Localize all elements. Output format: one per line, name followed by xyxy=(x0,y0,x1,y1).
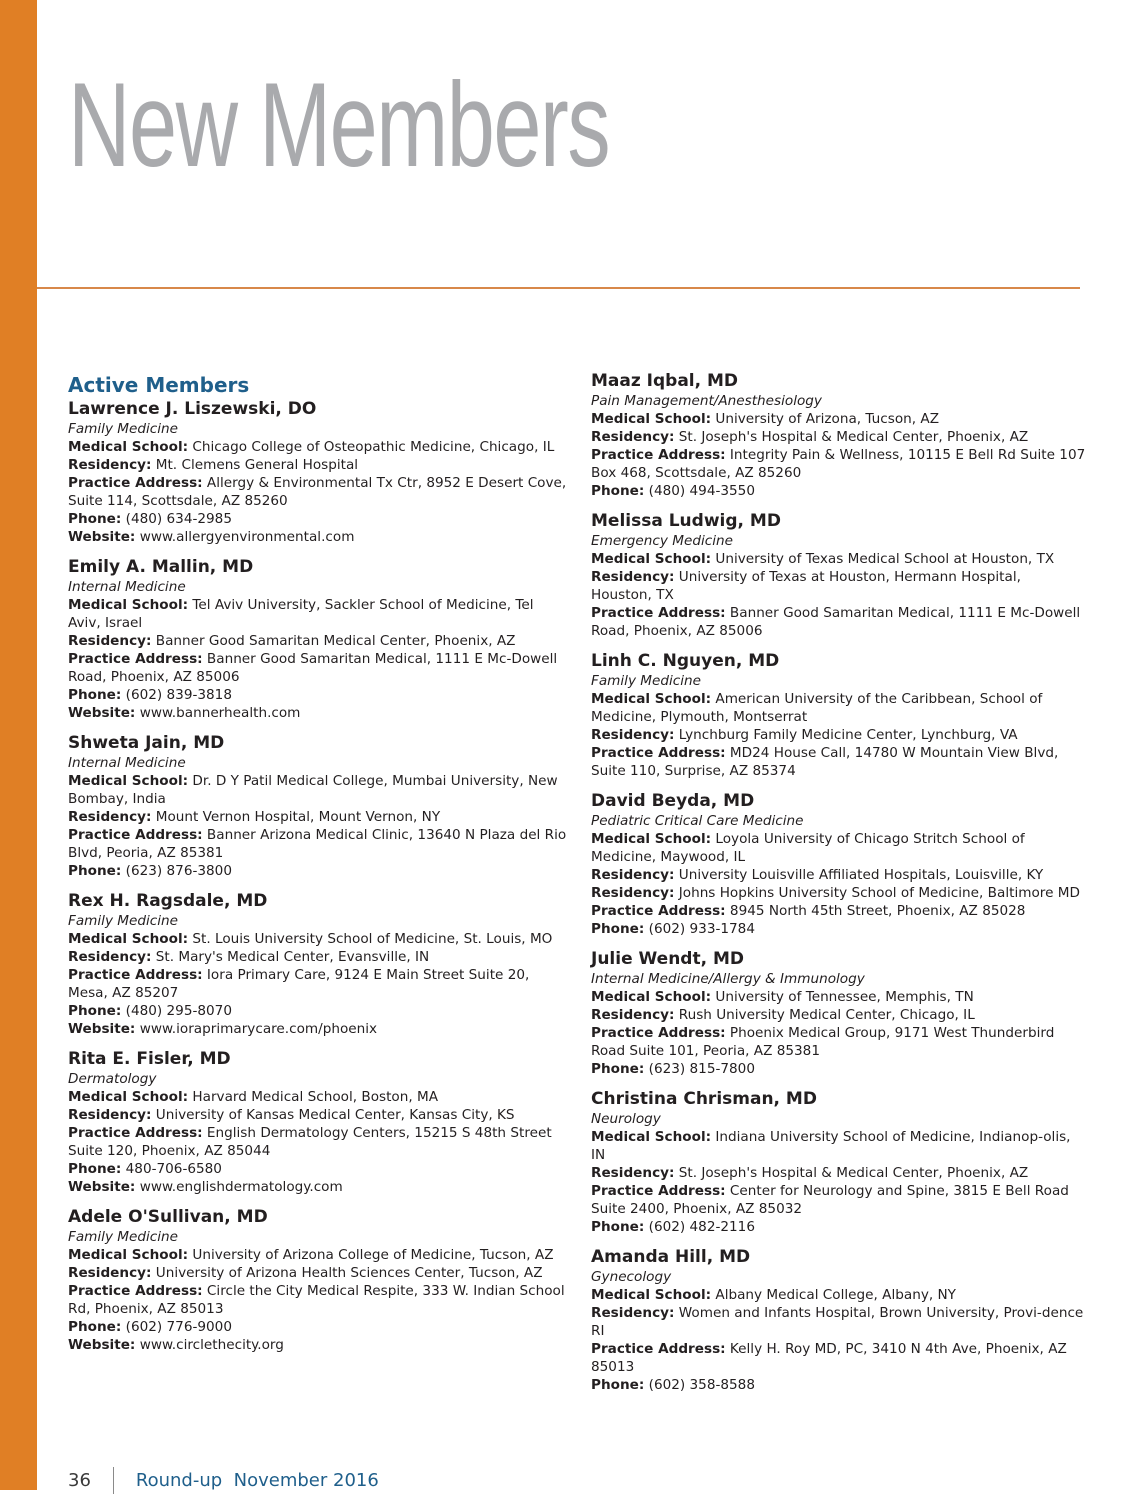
field-value: Loyola University of Chicago Stritch School of Medicine, Maywood, IL xyxy=(591,831,1025,865)
member-name: Adele O'Sullivan, MD xyxy=(68,1207,268,1227)
field-label: Medical School: xyxy=(68,1247,189,1263)
field-value: www.bannerhealth.com xyxy=(139,705,301,721)
field-value: University of Arizona Health Sciences Center, Tucson, AZ xyxy=(155,1265,543,1281)
member-entry xyxy=(591,651,1086,780)
field-label: Medical School: xyxy=(591,831,712,847)
member-field xyxy=(591,690,1086,726)
member-entry xyxy=(68,399,568,546)
field-label: Phone: xyxy=(68,863,122,879)
field-label: Phone: xyxy=(591,1219,645,1235)
field-label: Website: xyxy=(68,529,136,545)
field-label: Phone: xyxy=(591,1061,645,1077)
member-field xyxy=(591,1164,1086,1182)
field-label: Residency: xyxy=(591,1305,675,1321)
field-value: MD24 House Call, 14780 W Mountain View Blvd, Suite 110, Surprise, AZ 85374 xyxy=(591,745,1059,779)
field-value: Center for Neurology and Spine, 3815 E Bell Road Suite 2400, Phoenix, AZ 85032 xyxy=(591,1183,1069,1217)
field-value: University of Arizona College of Medicine, Tucson, AZ xyxy=(192,1247,554,1263)
field-value: (602) 933-1784 xyxy=(648,921,755,937)
field-value: St. Joseph's Hospital & Medical Center, Phoenix, AZ xyxy=(678,1165,1029,1181)
member-field xyxy=(68,1088,568,1106)
field-label: Residency: xyxy=(591,569,675,585)
member-field xyxy=(591,1376,1086,1394)
member-field xyxy=(68,1106,568,1124)
field-value: Phoenix Medical Group, 9171 West Thunderbird Road Suite 101, Peoria, AZ 85381 xyxy=(591,1025,1055,1059)
field-value: (602) 776-9000 xyxy=(125,1319,232,1335)
member-field xyxy=(68,948,568,966)
member-entry xyxy=(68,1049,568,1196)
field-value: (480) 634-2985 xyxy=(125,511,232,527)
field-label: Phone: xyxy=(591,921,645,937)
field-value: www.ioraprimarycare.com/phoenix xyxy=(139,1021,378,1037)
member-field xyxy=(591,550,1086,568)
member-field xyxy=(68,1336,568,1354)
field-label: Practice Address: xyxy=(591,605,726,621)
field-label: Practice Address: xyxy=(68,967,203,983)
member-specialty: Family Medicine xyxy=(68,421,179,437)
field-value: (623) 876-3800 xyxy=(125,863,232,879)
member-field xyxy=(591,1024,1086,1060)
field-value: University of Kansas Medical Center, Kansas City, KS xyxy=(155,1107,515,1123)
field-value: Mt. Clemens General Hospital xyxy=(155,457,359,473)
member-field xyxy=(68,528,568,546)
field-value: 480-706-6580 xyxy=(125,1161,222,1177)
field-label: Phone: xyxy=(68,1003,122,1019)
member-field xyxy=(591,1340,1086,1376)
field-label: Phone: xyxy=(68,511,122,527)
member-field xyxy=(591,1060,1086,1078)
member-field xyxy=(591,988,1086,1006)
field-value: Banner Good Samaritan Medical, 1111 E Mc-Dowell Road, Phoenix, AZ 85006 xyxy=(68,651,558,685)
field-label: Residency: xyxy=(68,633,152,649)
field-value: Harvard Medical School, Boston, MA xyxy=(192,1089,439,1105)
field-value: American University of the Caribbean, School of Medicine, Plymouth, Montserrat xyxy=(591,691,1043,725)
member-entry xyxy=(68,1207,568,1354)
member-field xyxy=(591,428,1086,446)
member-entry xyxy=(591,949,1086,1078)
member-entry xyxy=(68,733,568,880)
left-column xyxy=(68,371,568,1365)
member-entry xyxy=(591,511,1086,640)
field-value: Allergy & Environmental Tx Ctr, 8952 E Desert Cove, Suite 114, Scottsdale, AZ 85260 xyxy=(68,475,567,509)
field-label: Medical School: xyxy=(591,691,712,707)
member-field xyxy=(591,1006,1086,1024)
member-field xyxy=(591,744,1086,780)
field-label: Practice Address: xyxy=(591,903,726,919)
right-member-list xyxy=(591,371,1086,1394)
field-value: Women and Infants Hospital, Brown University, Provi-dence RI xyxy=(591,1305,1084,1339)
member-specialty: Pain Management/Anesthesiology xyxy=(591,393,822,409)
page-number: 36 xyxy=(68,1469,91,1491)
field-label: Practice Address: xyxy=(68,475,203,491)
member-name: David Beyda, MD xyxy=(591,791,755,811)
field-value: (623) 815-7800 xyxy=(648,1061,755,1077)
member-field xyxy=(591,920,1086,938)
member-specialty: Emergency Medicine xyxy=(591,533,733,549)
field-label: Website: xyxy=(68,1337,136,1353)
field-value: University of Texas at Houston, Hermann Hospital, Houston, TX xyxy=(591,569,1021,603)
field-label: Practice Address: xyxy=(68,827,203,843)
member-field xyxy=(591,866,1086,884)
field-label: Medical School: xyxy=(68,1089,189,1105)
section-heading: Active Members xyxy=(68,373,250,397)
member-specialty: Gynecology xyxy=(591,1269,672,1285)
member-field xyxy=(68,474,568,510)
member-entry xyxy=(591,1247,1086,1394)
field-value: Iora Primary Care, 9124 E Main Street Suite 20, Mesa, AZ 85207 xyxy=(68,967,530,1001)
member-field xyxy=(68,1124,568,1160)
field-label: Residency: xyxy=(68,1107,152,1123)
member-specialty: Family Medicine xyxy=(68,1229,179,1245)
title-divider xyxy=(37,287,1080,289)
member-name: Melissa Ludwig, MD xyxy=(591,511,781,531)
field-value: www.circlethecity.org xyxy=(139,1337,284,1353)
member-field xyxy=(68,1318,568,1336)
left-member-list xyxy=(68,399,568,1354)
member-field xyxy=(591,568,1086,604)
member-field xyxy=(591,410,1086,428)
member-specialty: Internal Medicine xyxy=(68,755,186,771)
field-label: Medical School: xyxy=(68,439,189,455)
field-value: St. Mary's Medical Center, Evansville, IN xyxy=(155,949,430,965)
member-field xyxy=(591,902,1086,920)
member-field xyxy=(68,1282,568,1318)
member-field xyxy=(68,826,568,862)
member-entry xyxy=(68,891,568,1038)
field-label: Website: xyxy=(68,705,136,721)
right-column xyxy=(591,371,1086,1405)
member-field xyxy=(68,1002,568,1020)
field-value: University of Tennessee, Memphis, TN xyxy=(715,989,974,1005)
member-field xyxy=(591,1128,1086,1164)
member-field xyxy=(68,650,568,686)
field-label: Residency: xyxy=(68,949,152,965)
field-label: Phone: xyxy=(591,1377,645,1393)
field-value: Indiana University School of Medicine, Indianop-olis, IN xyxy=(591,1129,1071,1163)
field-value: 8945 North 45th Street, Phoenix, AZ 85028 xyxy=(729,903,1026,919)
field-label: Medical School: xyxy=(68,773,189,789)
member-entry xyxy=(68,557,568,722)
field-label: Practice Address: xyxy=(591,745,726,761)
member-field xyxy=(591,482,1086,500)
member-field xyxy=(68,808,568,826)
member-name: Amanda Hill, MD xyxy=(591,1247,751,1267)
field-value: St. Louis University School of Medicine, St. Louis, MO xyxy=(192,931,553,947)
field-label: Website: xyxy=(68,1179,136,1195)
member-field xyxy=(68,1178,568,1196)
field-label: Residency: xyxy=(591,1007,675,1023)
field-value: (480) 295-8070 xyxy=(125,1003,232,1019)
member-field xyxy=(68,1160,568,1178)
field-value: Tel Aviv University, Sackler School of Medicine, Tel Aviv, Israel xyxy=(68,597,534,631)
member-name: Rex H. Ragsdale, MD xyxy=(68,891,268,911)
member-field xyxy=(68,1246,568,1264)
member-field xyxy=(68,456,568,474)
field-label: Phone: xyxy=(591,483,645,499)
member-name: Emily A. Mallin, MD xyxy=(68,557,254,577)
field-value: English Dermatology Centers, 15215 S 48th Street Suite 120, Phoenix, AZ 85044 xyxy=(68,1125,552,1159)
member-field xyxy=(68,966,568,1002)
member-name: Maaz Iqbal, MD xyxy=(591,371,739,391)
field-value: Circle the City Medical Respite, 333 W. Indian School Rd, Phoenix, AZ 85013 xyxy=(68,1283,565,1317)
field-value: (602) 839-3818 xyxy=(125,687,232,703)
member-field xyxy=(591,1218,1086,1236)
field-label: Medical School: xyxy=(68,597,189,613)
member-entry xyxy=(591,791,1086,938)
member-entry xyxy=(591,1089,1086,1236)
member-name: Rita E. Fisler, MD xyxy=(68,1049,231,1069)
field-value: Banner Arizona Medical Clinic, 13640 N Plaza del Rio Blvd, Peoria, AZ 85381 xyxy=(68,827,567,861)
member-field xyxy=(68,596,568,632)
member-entry xyxy=(591,371,1086,500)
member-field xyxy=(68,438,568,456)
field-label: Residency: xyxy=(591,429,675,445)
field-label: Website: xyxy=(68,1021,136,1037)
member-field xyxy=(591,1304,1086,1340)
member-specialty: Family Medicine xyxy=(68,913,179,929)
field-label: Residency: xyxy=(591,867,675,883)
member-name: Julie Wendt, MD xyxy=(591,949,745,969)
member-specialty: Internal Medicine xyxy=(68,579,186,595)
member-specialty: Family Medicine xyxy=(591,673,702,689)
member-name: Linh C. Nguyen, MD xyxy=(591,651,780,671)
field-value: University Louisville Affiliated Hospitals, Louisville, KY xyxy=(678,867,1044,883)
field-label: Phone: xyxy=(68,1319,122,1335)
field-label: Practice Address: xyxy=(591,1025,726,1041)
field-value: Banner Good Samaritan Medical Center, Phoenix, AZ xyxy=(155,633,516,649)
field-value: Kelly H. Roy MD, PC, 3410 N 4th Ave, Phoenix, AZ 85013 xyxy=(591,1341,1067,1375)
publication-name: Round-up November 2016 xyxy=(135,1469,379,1491)
member-specialty: Pediatric Critical Care Medicine xyxy=(591,813,804,829)
field-value: University of Arizona, Tucson, AZ xyxy=(715,411,940,427)
field-label: Residency: xyxy=(591,727,675,743)
member-field xyxy=(591,1286,1086,1304)
orange-side-bar xyxy=(0,0,37,1490)
field-value: (602) 482-2116 xyxy=(648,1219,755,1235)
member-field xyxy=(591,884,1086,902)
member-field xyxy=(68,930,568,948)
field-label: Practice Address: xyxy=(68,1283,203,1299)
field-label: Practice Address: xyxy=(68,1125,203,1141)
field-label: Practice Address: xyxy=(68,651,203,667)
member-name: Christina Chrisman, MD xyxy=(591,1089,817,1109)
field-value: Banner Good Samaritan Medical, 1111 E Mc-Dowell Road, Phoenix, AZ 85006 xyxy=(591,605,1081,639)
member-field xyxy=(591,726,1086,744)
member-field xyxy=(591,604,1086,640)
field-label: Practice Address: xyxy=(591,1183,726,1199)
member-field xyxy=(68,772,568,808)
field-value: Dr. D Y Patil Medical College, Mumbai University, New Bombay, India xyxy=(68,773,558,807)
field-label: Medical School: xyxy=(591,551,712,567)
field-label: Residency: xyxy=(591,885,675,901)
field-label: Medical School: xyxy=(591,1129,712,1145)
field-label: Medical School: xyxy=(591,989,712,1005)
member-field xyxy=(591,446,1086,482)
member-field xyxy=(591,1182,1086,1218)
member-field xyxy=(68,510,568,528)
field-value: www.allergyenvironmental.com xyxy=(139,529,355,545)
field-label: Phone: xyxy=(68,1161,122,1177)
field-label: Practice Address: xyxy=(591,447,726,463)
field-value: Integrity Pain & Wellness, 10115 E Bell Rd Suite 107 Box 468, Scottsdale, AZ 85260 xyxy=(591,447,1086,481)
field-value: University of Texas Medical School at Houston, TX xyxy=(715,551,1055,567)
field-value: Rush University Medical Center, Chicago, IL xyxy=(678,1007,975,1023)
field-label: Practice Address: xyxy=(591,1341,726,1357)
member-field xyxy=(68,862,568,880)
member-name: Lawrence J. Liszewski, DO xyxy=(68,399,317,419)
field-value: www.englishdermatology.com xyxy=(139,1179,343,1195)
field-value: Lynchburg Family Medicine Center, Lynchburg, VA xyxy=(678,727,1018,743)
field-label: Medical School: xyxy=(591,1287,712,1303)
field-label: Residency: xyxy=(591,1165,675,1181)
field-value: Johns Hopkins University School of Medicine, Baltimore MD xyxy=(678,885,1080,901)
member-field xyxy=(68,686,568,704)
member-field xyxy=(68,704,568,722)
field-label: Phone: xyxy=(68,687,122,703)
field-value: (602) 358-8588 xyxy=(648,1377,755,1393)
field-label: Residency: xyxy=(68,809,152,825)
field-value: Chicago College of Osteopathic Medicine, Chicago, IL xyxy=(192,439,555,455)
member-field xyxy=(591,830,1086,866)
field-label: Medical School: xyxy=(591,411,712,427)
page-title: New Members xyxy=(68,58,610,192)
member-name: Shweta Jain, MD xyxy=(68,733,225,753)
field-value: Albany Medical College, Albany, NY xyxy=(715,1287,956,1303)
field-value: Mount Vernon Hospital, Mount Vernon, NY xyxy=(155,809,441,825)
field-label: Medical School: xyxy=(68,931,189,947)
field-value: (480) 494-3550 xyxy=(648,483,755,499)
member-field xyxy=(68,1020,568,1038)
member-field xyxy=(68,1264,568,1282)
field-value: St. Joseph's Hospital & Medical Center, Phoenix, AZ xyxy=(678,429,1029,445)
member-specialty: Dermatology xyxy=(68,1071,157,1087)
field-label: Residency: xyxy=(68,1265,152,1281)
member-specialty: Internal Medicine/Allergy & Immunology xyxy=(591,971,865,987)
member-specialty: Neurology xyxy=(591,1111,661,1127)
field-label: Residency: xyxy=(68,457,152,473)
member-field xyxy=(68,632,568,650)
